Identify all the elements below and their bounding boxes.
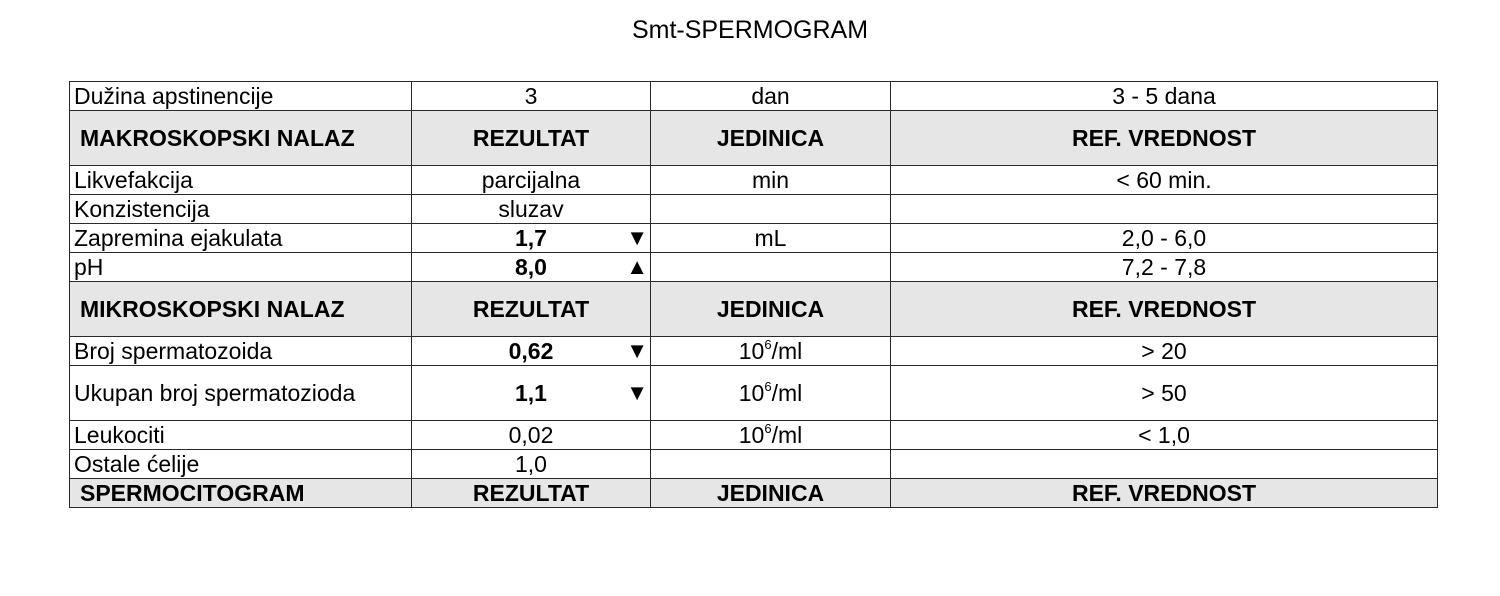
row-ref: < 60 min. bbox=[891, 166, 1438, 195]
row-ref: 2,0 - 6,0 bbox=[891, 224, 1438, 253]
row-unit bbox=[651, 450, 891, 479]
row-name: Dužina apstinencije bbox=[70, 82, 412, 111]
header-name: SPERMOCITOGRAM bbox=[70, 479, 412, 508]
result-value: 8,0 bbox=[515, 254, 547, 280]
row-result: 3 bbox=[412, 82, 651, 111]
row-unit bbox=[651, 337, 891, 366]
high-flag-icon: ▲ bbox=[626, 254, 648, 279]
row-ref: > 50 bbox=[891, 366, 1438, 421]
section-header-macro bbox=[70, 111, 1438, 166]
header-ref: REF. VREDNOST bbox=[891, 111, 1438, 166]
unit-base: 10 bbox=[738, 422, 765, 448]
header-ref: REF. VREDNOST bbox=[891, 282, 1438, 337]
low-flag-icon: ▼ bbox=[626, 225, 648, 250]
result-value: 0,62 bbox=[508, 338, 554, 364]
result-value: 1,1 bbox=[515, 380, 547, 406]
header-result: REZULTAT bbox=[412, 282, 651, 337]
row-unit bbox=[651, 253, 891, 282]
header-result: REZULTAT bbox=[412, 111, 651, 166]
unit-exponent: 6 bbox=[764, 421, 772, 437]
row-result bbox=[412, 224, 651, 253]
table-row-leukocytes bbox=[70, 421, 1438, 450]
table-row-total-sperm bbox=[70, 366, 1438, 421]
row-ref: > 20 bbox=[891, 337, 1438, 366]
row-result bbox=[412, 337, 651, 366]
page-title: Smt-SPERMOGRAM bbox=[631, 16, 869, 44]
low-flag-icon: ▼ bbox=[626, 338, 648, 363]
row-name: Broj spermatozoida bbox=[70, 337, 412, 366]
row-name: Ostale ćelije bbox=[70, 450, 412, 479]
table-row-consistency bbox=[70, 195, 1438, 224]
row-name: Leukociti bbox=[70, 421, 412, 450]
row-result bbox=[412, 253, 651, 282]
row-ref: 3 - 5 dana bbox=[891, 82, 1438, 111]
row-name: Ukupan broj spermatozioda bbox=[70, 366, 412, 421]
unit-exponent: 6 bbox=[764, 379, 772, 395]
row-unit bbox=[651, 366, 891, 421]
row-unit bbox=[651, 421, 891, 450]
row-name: Zapremina ejakulata bbox=[70, 224, 412, 253]
row-result bbox=[412, 166, 651, 195]
header-unit: JEDINICA bbox=[651, 282, 891, 337]
row-result bbox=[412, 195, 651, 224]
result-value: sluzav bbox=[498, 196, 564, 222]
table-row-ph bbox=[70, 253, 1438, 282]
result-value: parcijalna bbox=[481, 167, 581, 193]
row-unit: mL bbox=[651, 224, 891, 253]
row-unit: dan bbox=[651, 82, 891, 111]
row-ref bbox=[891, 195, 1438, 224]
row-result bbox=[412, 421, 651, 450]
row-name: Likvefakcija bbox=[70, 166, 412, 195]
header-unit: JEDINICA bbox=[651, 479, 891, 508]
result-value: 1,7 bbox=[515, 225, 547, 251]
section-header-spermocytogram bbox=[70, 479, 1438, 508]
result-value: 0,02 bbox=[508, 422, 554, 448]
spermogram-table bbox=[69, 81, 1438, 508]
header-ref: REF. VREDNOST bbox=[891, 479, 1438, 508]
low-flag-icon: ▼ bbox=[626, 380, 648, 405]
table-row-sperm-count bbox=[70, 337, 1438, 366]
row-result bbox=[412, 450, 651, 479]
header-name: MAKROSKOPSKI NALAZ bbox=[70, 111, 412, 166]
row-unit: min bbox=[651, 166, 891, 195]
table-row-liquefaction bbox=[70, 166, 1438, 195]
table-row-other-cells bbox=[70, 450, 1438, 479]
header-name: MIKROSKOPSKI NALAZ bbox=[70, 282, 412, 337]
unit-base: 10 bbox=[738, 380, 765, 406]
row-result bbox=[412, 366, 651, 421]
header-unit: JEDINICA bbox=[651, 111, 891, 166]
table-row-volume bbox=[70, 224, 1438, 253]
row-ref: 7,2 - 7,8 bbox=[891, 253, 1438, 282]
unit-rest: /ml bbox=[771, 422, 803, 448]
table-row-abstinence bbox=[70, 82, 1438, 111]
section-header-micro bbox=[70, 282, 1438, 337]
unit-base: 10 bbox=[738, 338, 765, 364]
row-ref bbox=[891, 450, 1438, 479]
row-ref: < 1,0 bbox=[891, 421, 1438, 450]
unit-rest: /ml bbox=[771, 380, 803, 406]
row-name: pH bbox=[70, 253, 412, 282]
row-name: Konzistencija bbox=[70, 195, 412, 224]
result-value: 1,0 bbox=[515, 451, 547, 477]
row-unit bbox=[651, 195, 891, 224]
header-result: REZULTAT bbox=[412, 479, 651, 508]
unit-exponent: 6 bbox=[764, 337, 772, 353]
unit-rest: /ml bbox=[771, 338, 803, 364]
